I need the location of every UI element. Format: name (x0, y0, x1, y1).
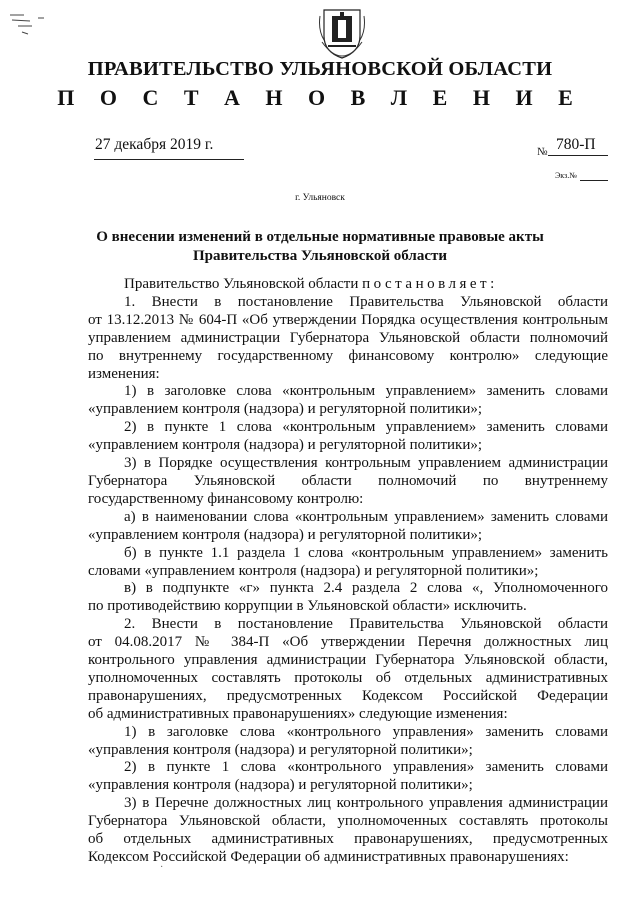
paragraph-line: в) в подпункте «г» пункта 2.4 раздела 2 слова «, Уполномоченного (124, 580, 608, 597)
paragraph-line: 3) в Перечне должностных лиц контрольного управления администрации (124, 795, 608, 812)
paragraph (88, 455, 608, 509)
paragraph (88, 419, 608, 455)
paragraph-line: по противодействию коррупции в Ульяновской области» исключить. (88, 598, 527, 615)
paragraph-line: б) в пункте 1.1 раздела 1 слова «контрольным управлением» заменить (124, 544, 608, 561)
paragraph-line: а) в наименовании слова «контрольным управлением» заменить словами (124, 508, 608, 525)
document-city: г. Ульяновск (295, 193, 345, 203)
paragraph-line: Губернатора Ульяновской области, уполномоченных составлять протоколы (88, 813, 608, 830)
paragraph (88, 759, 608, 795)
paragraph-line: об отдельных административных правонарушениях, предусмотренных (88, 831, 608, 848)
paragraph (88, 795, 608, 867)
paragraph-line: Кодексом Российской Федерации об административных правонарушениях: (88, 849, 569, 865)
paragraph-line: «управления контроля (надзора) и регуляторной политики»; (88, 741, 473, 758)
copy-number-underline (580, 180, 608, 181)
paragraph-line: «управлением контроля (надзора) и регуляторной политики»; (88, 526, 483, 543)
paragraph-line: «управлением контроля (надзора) и регуляторной политики»; (88, 401, 483, 418)
paragraph-line: государственному финансовому контролю: (88, 490, 364, 507)
paragraph (88, 724, 608, 760)
paragraph-line: 2. Внести в постановление Правительства Ульяновской области (124, 616, 608, 633)
paragraph-line: 3) в Порядке осуществления контрольным управлением администрации (124, 455, 608, 472)
document-date: 27 декабря 2019 г. (95, 136, 214, 153)
paragraph-line: 2) в пункте 1 слова «контрольного управления» заменить словами (124, 759, 608, 776)
paragraph-line: изменения: (88, 365, 160, 382)
paragraph-line: уполномоченных составлять протоколы об отдельных административных (88, 669, 608, 686)
number-sign: № (537, 146, 548, 158)
paragraph (88, 580, 608, 616)
paragraph-line: по внутреннему государственному финансовому контролю» следующие (88, 347, 608, 364)
paragraph-line: управлением администрации Губернатора Ульяновской области полномочий (88, 329, 608, 346)
heading-line-2: Правительства Ульяновской области (192, 248, 448, 264)
government-title: ПРАВИТЕЛЬСТВО УЛЬЯНОВСКОЙ ОБЛАСТИ (87, 58, 553, 80)
paragraph (88, 383, 608, 419)
paragraph-line: контрольного управления администрации Губернатора Ульяновской области, (88, 652, 608, 669)
paragraph-line: от 13.12.2013 № 604-П «Об утверждении Порядка осуществления контрольным (88, 311, 608, 328)
paragraph-line: 1) в заголовке слова «контрольным управлением» заменить словами (124, 383, 608, 400)
paragraph (88, 616, 608, 723)
coat-of-arms-emblem-icon (318, 6, 366, 60)
paragraph-line: от 04.08.2017 № 384-П «Об утверждении Перечня должностных лиц (88, 634, 608, 651)
paragraph-line: словами «управлением контроля (надзора) и регуляторной политики»; (88, 562, 539, 579)
paragraph (88, 545, 608, 581)
scan-speck: · (160, 862, 164, 873)
paragraph-line: 1) в заголовке слова «контрольного управления» заменить словами (124, 723, 608, 740)
paragraph-line: об административных правонарушениях» следующие изменения: (88, 705, 508, 722)
paragraph-line: 2) в пункте 1 слова «контрольным управлением» заменить словами (124, 419, 608, 436)
intro-resolves: постановляет: (362, 276, 498, 292)
copy-number-label: Экз.№ (555, 171, 577, 180)
number-underline (548, 155, 608, 156)
paragraph (88, 509, 608, 545)
paragraph-line: правонарушениях, предусмотренных Кодексом Российской Федерации (88, 687, 608, 704)
paragraph (88, 294, 608, 384)
intro-paragraph (88, 276, 608, 294)
paragraph-line: 1. Внести в постановление Правительства Ульяновской области (124, 293, 608, 310)
document-body (88, 276, 608, 867)
paragraph-line: «управлением контроля (надзора) и регуляторной политики»; (88, 437, 483, 454)
document-type-title: П О С Т А Н О В Л Е Н И Е (57, 85, 583, 110)
intro-text: Правительство Ульяновской области (124, 276, 363, 292)
scan-corner-mark (8, 6, 48, 42)
document-heading (60, 228, 580, 266)
date-underline (94, 159, 244, 160)
paragraph-line: «управления контроля (надзора) и регуляторной политики»; (88, 777, 473, 794)
heading-line-1: О внесении изменений в отдельные нормативные правовые акты (96, 229, 544, 245)
document-number: 780-П (556, 136, 596, 153)
paragraph-line: Губернатора Ульяновской области полномочий по внутреннему (88, 472, 608, 489)
